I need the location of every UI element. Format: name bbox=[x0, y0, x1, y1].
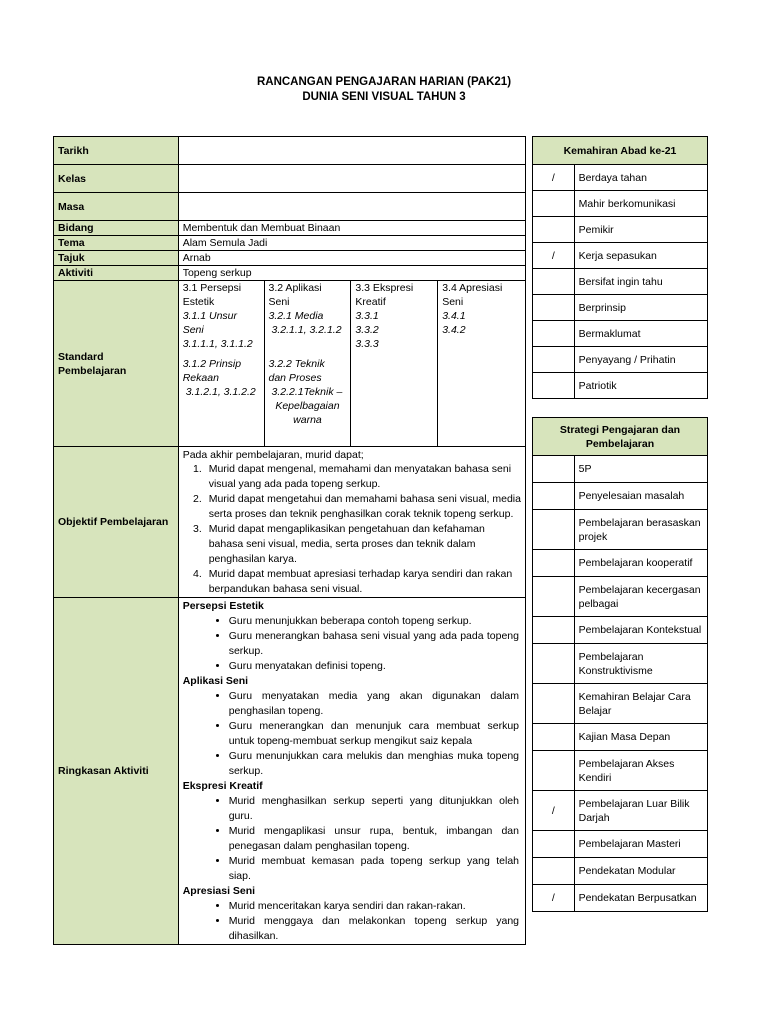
checkbox-mark bbox=[533, 724, 575, 751]
standard-col-4: 3.4 Apresiasi Seni 3.4.1 3.4.2 bbox=[438, 281, 526, 447]
bidang-label: Bidang bbox=[54, 221, 179, 236]
kemahiran-item: Mahir berkomunikasi bbox=[574, 191, 707, 217]
objektif-list bbox=[183, 462, 521, 597]
objektif-item: 1. Murid dapat mengenal, memahami dan menyatakan bahasa seni visual yang ada pada topeng serkup. bbox=[205, 462, 521, 492]
strategi-item: Penyelesaian masalah bbox=[574, 483, 707, 510]
kemahiran-item: Berprinsip bbox=[574, 295, 707, 321]
ringkasan-content bbox=[178, 598, 525, 945]
strategi-item: Pembelajaran Akses Kendiri bbox=[574, 751, 707, 791]
strategi-item: 5P bbox=[574, 456, 707, 483]
checkbox-mark bbox=[533, 684, 575, 724]
kelas-value bbox=[178, 165, 525, 193]
document-title: RANCANGAN PENGAJARAN HARIAN (PAK21) bbox=[256, 76, 512, 88]
checkbox-mark bbox=[533, 751, 575, 791]
standard-col-2: 3.2 Aplikasi Seni 3.2.1 Media 3.2.1.1, 3.2.1.2 3.2.2 Teknik dan Proses 3.2.2.1Teknik – Kepelbagaian warna bbox=[264, 281, 351, 447]
kemahiran-item: Bersifat ingin tahu bbox=[574, 269, 707, 295]
aktiviti-label: Aktiviti bbox=[54, 266, 179, 281]
section-heading: Ekspresi Kreatif bbox=[182, 780, 263, 792]
standard-col-1: 3.1 Persepsi Estetik 3.1.1 Unsur Seni 3.1.1.1, 3.1.1.2 3.1.2 Prinsip Rekaan 3.1.2.1, 3.1.2.2 bbox=[178, 281, 264, 447]
checkbox-mark bbox=[533, 269, 575, 295]
section-list bbox=[183, 899, 521, 944]
strategi-item: Kemahiran Belajar Cara Belajar bbox=[574, 684, 707, 724]
section-heading: Apresiasi Seni bbox=[182, 885, 256, 897]
tarikh-value bbox=[178, 137, 525, 165]
strategi-item: Pembelajaran Kontekstual bbox=[574, 617, 707, 644]
masa-value bbox=[178, 193, 525, 221]
standard-col-3: 3.3 Ekspresi Kreatif 3.3.1 3.3.2 3.3.3 bbox=[351, 281, 438, 447]
checkbox-mark bbox=[533, 295, 575, 321]
document-subtitle: DUNIA SENI VISUAL TAHUN 3 bbox=[302, 91, 466, 103]
checkbox-mark bbox=[533, 321, 575, 347]
checkbox-mark: / bbox=[533, 165, 575, 191]
strategi-item: Kajian Masa Depan bbox=[574, 724, 707, 751]
checkbox-mark bbox=[533, 373, 575, 399]
objektif-item: 3. Murid dapat mengaplikasikan pengetahuan dan kefahaman bahasa seni visual, media, serta proses dan teknik dalam penghasilan karya. bbox=[205, 522, 521, 567]
list-item: • Guru menyatakan media yang akan digunakan dalam penghasilan topeng. bbox=[229, 689, 521, 719]
checkbox-mark bbox=[533, 831, 575, 858]
strategi-table bbox=[532, 417, 708, 912]
objektif-content bbox=[178, 447, 525, 598]
aktiviti-value: Topeng serkup bbox=[178, 266, 525, 281]
list-item: • Guru menunjukkan beberapa contoh topeng serkup. bbox=[229, 614, 521, 629]
tarikh-label: Tarikh bbox=[54, 137, 179, 165]
kemahiran-item: Berdaya tahan bbox=[574, 165, 707, 191]
checkbox-mark bbox=[533, 550, 575, 577]
strategi-item: Pendekatan Berpusatkan bbox=[574, 885, 707, 912]
section-list bbox=[183, 614, 521, 674]
checkbox-mark bbox=[533, 577, 575, 617]
list-item: • Murid menghasilkan serkup seperti yang ditunjukkan oleh guru. bbox=[229, 794, 521, 824]
checkbox-mark bbox=[533, 191, 575, 217]
tajuk-value: Arnab bbox=[178, 251, 525, 266]
list-item: • Guru menerangkan dan menunjuk cara membuat serkup untuk topeng-membuat serkup mengikut saiz kepala bbox=[229, 719, 521, 749]
bidang-value: Membentuk dan Membuat Binaan bbox=[178, 221, 525, 236]
kemahiran-item: Pemikir bbox=[574, 217, 707, 243]
list-item: • Guru menerangkan bahasa seni visual yang ada pada topeng serkup. bbox=[229, 629, 521, 659]
checkbox-mark bbox=[533, 617, 575, 644]
kelas-label: Kelas bbox=[54, 165, 179, 193]
standard-label: Standard Pembelajaran bbox=[54, 281, 179, 447]
checkbox-mark: / bbox=[533, 243, 575, 269]
strategi-item: Pembelajaran Luar Bilik Darjah bbox=[574, 791, 707, 831]
objektif-item: 4. Murid dapat membuat apresiasi terhadap karya sendiri dan rakan berpandukan bahasa seni visual. bbox=[205, 567, 521, 597]
lesson-plan-table bbox=[53, 136, 526, 945]
checkbox-mark bbox=[533, 347, 575, 373]
checkbox-mark bbox=[533, 456, 575, 483]
objektif-intro: Pada akhir pembelajaran, murid dapat; bbox=[182, 449, 364, 461]
kemahiran-item: Patriotik bbox=[574, 373, 707, 399]
kemahiran-table bbox=[532, 136, 708, 399]
kemahiran-item: Penyayang / Prihatin bbox=[574, 347, 707, 373]
kemahiran-item: Bermaklumat bbox=[574, 321, 707, 347]
tema-label: Tema bbox=[54, 236, 179, 251]
objektif-item: 2. Murid dapat mengetahui dan memahami bahasa seni visual, media serta proses dan teknik penghasilkan corak teknik topeng serkup. bbox=[205, 492, 521, 522]
list-item: • Murid membuat kemasan pada topeng serkup yang telah siap. bbox=[229, 854, 521, 884]
objektif-label: Objektif Pembelajaran bbox=[54, 447, 179, 598]
list-item: • Murid menceritakan karya sendiri dan rakan-rakan. bbox=[229, 899, 521, 914]
section-heading: Persepsi Estetik bbox=[182, 600, 264, 612]
ringkasan-label: Ringkasan Aktiviti bbox=[54, 598, 179, 945]
strategi-item: Pembelajaran kooperatif bbox=[574, 550, 707, 577]
strategi-item: Pembelajaran berasaskan projek bbox=[574, 510, 707, 550]
list-item: • Murid menggaya dan melakonkan topeng serkup yang dihasilkan. bbox=[229, 914, 521, 944]
list-item: • Guru menunjukkan cara melukis dan menghias muka topeng serkup. bbox=[229, 749, 521, 779]
strategi-item: Pembelajaran Konstruktivisme bbox=[574, 644, 707, 684]
checkbox-mark bbox=[533, 858, 575, 885]
checkbox-mark: / bbox=[533, 885, 575, 912]
kemahiran-header: Kemahiran Abad ke-21 bbox=[533, 137, 708, 165]
strategi-item: Pendekatan Modular bbox=[574, 858, 707, 885]
tema-value: Alam Semula Jadi bbox=[178, 236, 525, 251]
checkbox-mark bbox=[533, 510, 575, 550]
tajuk-label: Tajuk bbox=[54, 251, 179, 266]
section-heading: Aplikasi Seni bbox=[182, 675, 249, 687]
section-list bbox=[183, 794, 521, 884]
list-item: • Guru menyatakan definisi topeng. bbox=[229, 659, 521, 674]
masa-label: Masa bbox=[54, 193, 179, 221]
checkbox-mark bbox=[533, 644, 575, 684]
strategi-item: Pembelajaran kecergasan pelbagai bbox=[574, 577, 707, 617]
strategi-header: Strategi Pengajaran dan Pembelajaran bbox=[533, 418, 708, 456]
list-item: • Murid mengaplikasi unsur rupa, bentuk, imbangan dan penegasan dalam penghasilan topeng. bbox=[229, 824, 521, 854]
section-list bbox=[183, 689, 521, 779]
checkbox-mark bbox=[533, 217, 575, 243]
strategi-item: Pembelajaran Masteri bbox=[574, 831, 707, 858]
checkbox-mark bbox=[533, 483, 575, 510]
kemahiran-item: Kerja sepasukan bbox=[574, 243, 707, 269]
checkbox-mark: / bbox=[533, 791, 575, 831]
